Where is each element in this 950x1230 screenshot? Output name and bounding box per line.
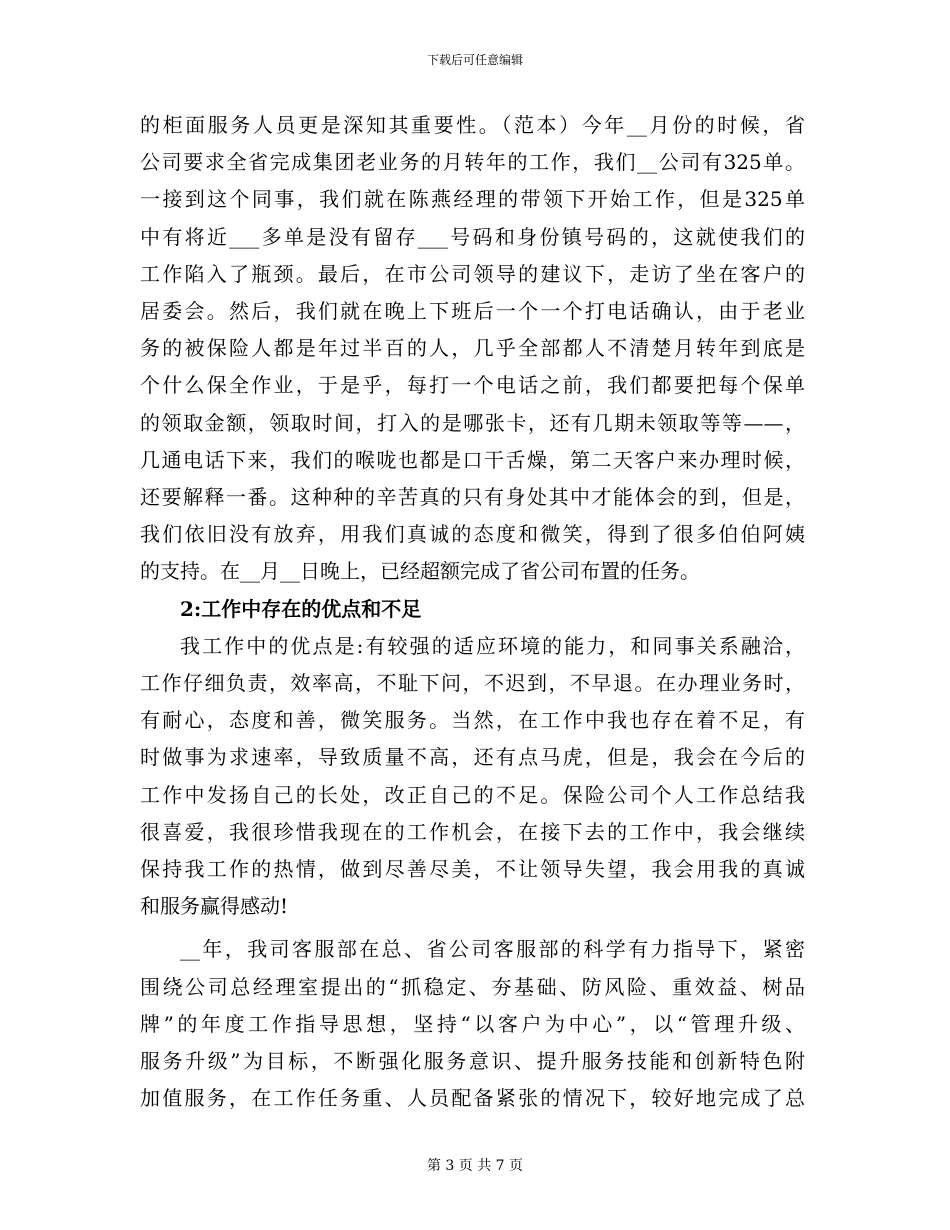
- section-heading: 2:工作中存在的优点和不足: [180, 596, 422, 621]
- text-line: 务的被保险人都是年过半百的人，几乎全部都人不清楚月转年到底是: [140, 336, 805, 361]
- text-line: 公司要求全省完成集团老业务的月转年的工作，我们__公司有325单。: [140, 150, 805, 175]
- paragraph-3: [140, 931, 805, 1117]
- text-line: 一接到这个同事，我们就在陈燕经理的带领下开始工作，但是325单: [140, 187, 805, 212]
- text-line: 的支持。在__月__日晚上，已经超额完成了省公司布置的任务。: [140, 559, 700, 584]
- page-header: 下载后可任意编辑: [426, 53, 523, 67]
- text-line: 居委会。然后，我们就在晚上下班后一个一个打电话确认，由于老业: [140, 299, 805, 324]
- text-line: 还要解释一番。这种种的辛苦真的只有身处其中才能体会的到，但是，: [140, 485, 805, 510]
- paragraph-1: [140, 107, 805, 591]
- text-line: 围绕公司总经理室提出的“抓稳定、夯基础、防风险、重效益、树品: [140, 974, 805, 999]
- page-footer: 第 3 页 共 7 页: [426, 1158, 524, 1174]
- text-line: 时做事为求速率，导致质量不高，还有点马虎，但是，我会在今后的: [140, 745, 805, 770]
- text-line: 工作中发扬自己的长处，改正自己的不足。保险公司个人工作总结我: [140, 782, 805, 807]
- text-line: 有耐心，态度和善，微笑服务。当然，在工作中我也存在着不足，有: [140, 708, 805, 733]
- text-line: 我工作中的优点是:有较强的适应环境的能力，和同事关系融洽，: [180, 633, 805, 658]
- text-line: 很喜爱，我很珍惜我现在的工作机会，在接下去的工作中，我会继续: [140, 819, 805, 844]
- text-line: 牌”的年度工作指导思想，坚持“以客户为中心”，以“管理升级、: [140, 1011, 805, 1036]
- text-line: 加值服务，在工作任务重、人员配备紧张的情况下，较好地完成了总: [140, 1086, 805, 1111]
- text-line: 的领取金额，领取时间，打入的是哪张卡，还有几期未领取等等——，: [140, 410, 805, 435]
- text-line: 几通电话下来，我们的喉咙也都是口干舌燥，第二天客户来办理时候，: [140, 447, 805, 472]
- text-line: 中有将近___多单是没有留存___号码和身份镇号码的，这就使我们的: [140, 224, 805, 249]
- text-line: 保持我工作的热情，做到尽善尽美，不让领导失望，我会用我的真诚: [140, 857, 805, 882]
- paragraph-2: [140, 628, 805, 926]
- document-body: [140, 107, 805, 1117]
- text-line: 和服务赢得感动!: [140, 894, 289, 919]
- text-line: 我们依旧没有放弃，用我们真诚的态度和微笑，得到了很多伯伯阿姨: [140, 522, 805, 547]
- text-line: 的柜面服务人员更是深知其重要性。（范本）今年__月份的时候，省: [140, 113, 805, 137]
- text-line: 工作陷入了瓶颈。最后，在市公司领导的建议下，走访了坐在客户的: [140, 261, 805, 286]
- text-line: 服务升级”为目标，不断强化服务意识、提升服务技能和创新特色附: [140, 1049, 805, 1074]
- text-line: 工作仔细负责，效率高，不耻下问，不迟到，不早退。在办理业务时，: [140, 671, 805, 696]
- text-line: __年，我司客服部在总、省公司客服部的科学有力指导下，紧密: [180, 937, 805, 962]
- text-line: 个什么保全作业，于是乎，每打一个电话之前，我们都要把每个保单: [140, 373, 805, 398]
